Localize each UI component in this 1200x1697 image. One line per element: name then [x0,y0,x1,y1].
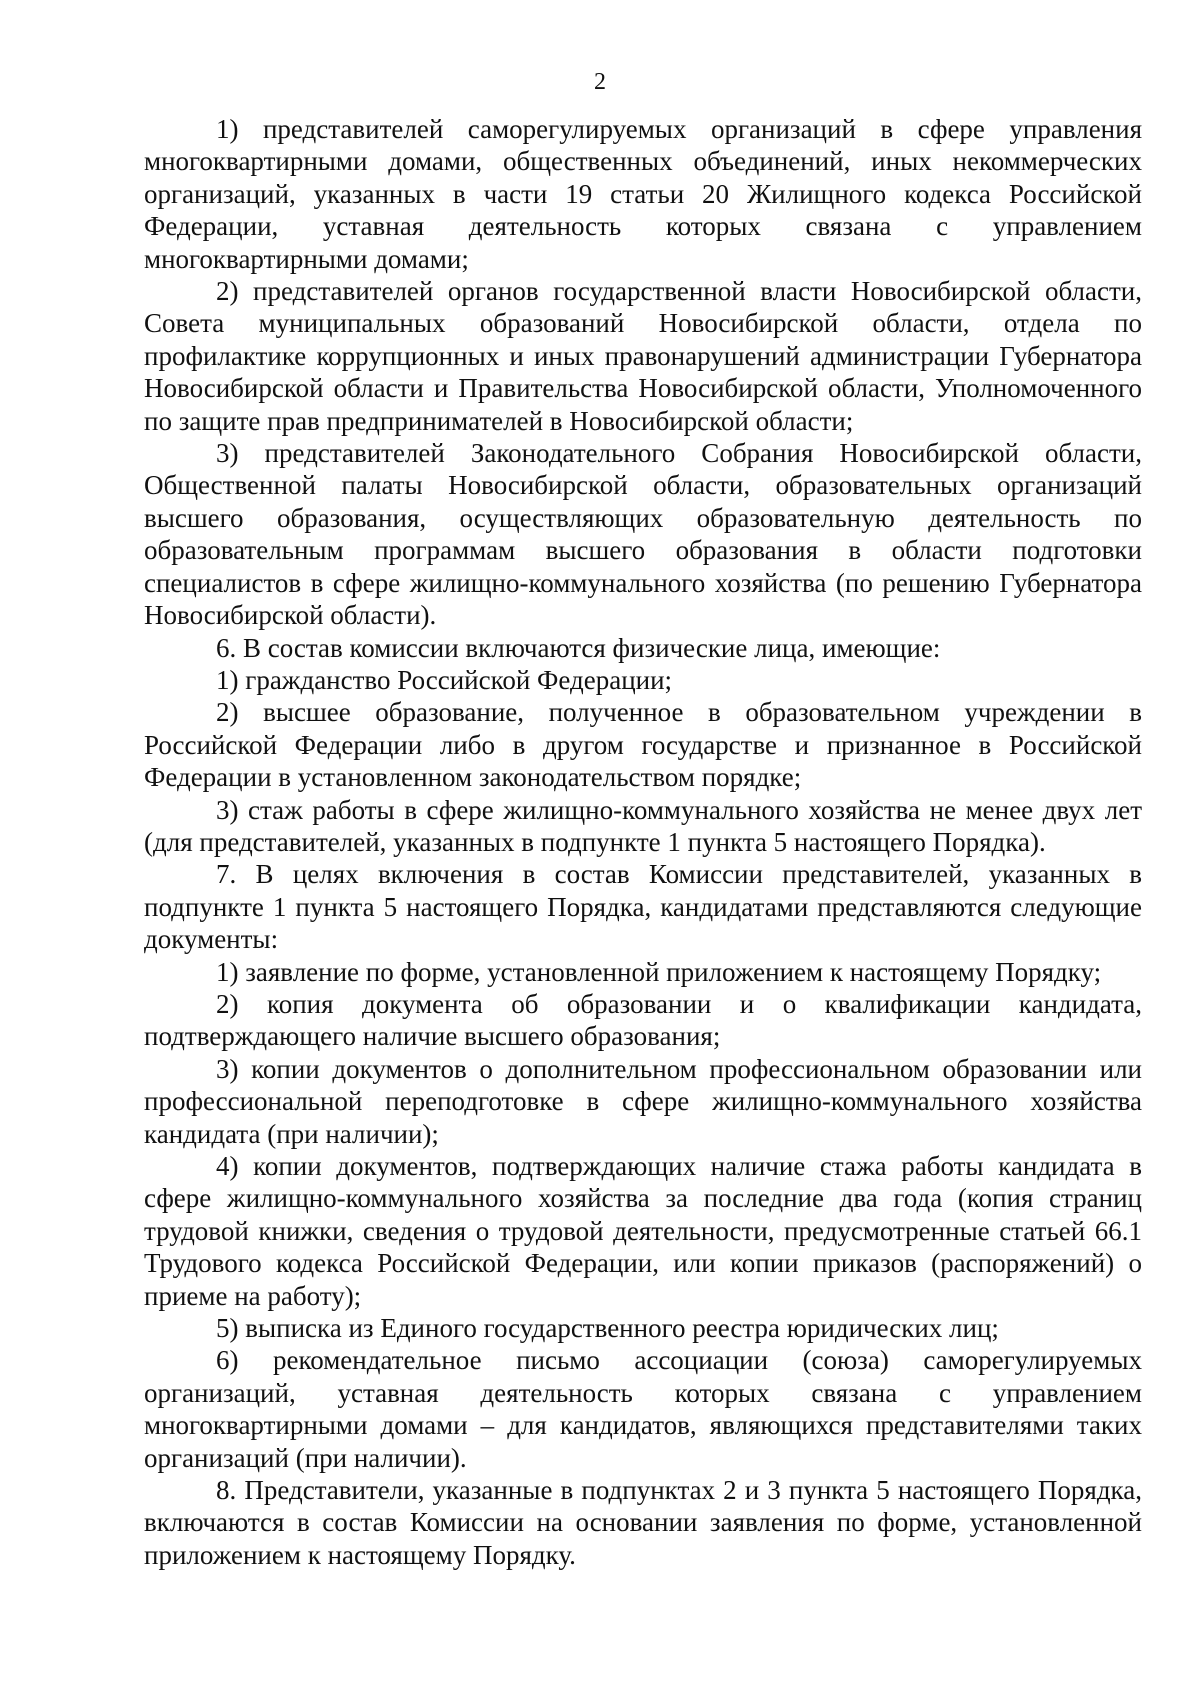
paragraph-document-registry-extract: 5) выписка из Единого государственного реестра юридических лиц; [216,1313,999,1344]
document-body [144,113,1142,1571]
paragraph-item-7-documents: 7. В целях включения в состав Комиссии представителей, указанных в подпункте 1 пункта 5 настоящего Порядка, кандидатами представляются следующие документы: [144,859,1142,955]
paragraph-requirement-education: 2) высшее образование, полученное в образовательном учреждении в Российской Федерации либо в другом государстве и признанное в Российской Федерации в установленном законодательством порядке; [144,697,1142,793]
paragraph-subitem-1-sro-representatives: 1) представителей саморегулируемых организаций в сфере управления многоквартирными домами, общественных объединений, иных некоммерческих организаций, указанных в части 19 статьи 20 Жилищного кодекса Российской Федерации, уставная деятельность которых связана с управлением многоквартирными домами; [144,114,1142,274]
paragraph-subitem-3-legislative-representatives: 3) представителей Законодательного Собрания Новосибирской области, Общественной палаты Новосибирской области, образовательных организаций высшего образования, осуществляющих образовательную деятельность по образовательным программам высшего образования в области подготовки специалистов в сфере жилищно-коммунального хозяйства (по решению Губернатора Новосибирской области). [144,438,1142,631]
page-number: 2 [594,69,606,95]
paragraph-document-application: 1) заявление по форме, установленной приложением к настоящему Порядку; [216,956,1102,987]
paragraph-document-recommendation-letter: 6) рекомендательное письмо ассоциации (союза) саморегулируемых организаций, уставная деятельность которых связана с управлением многоквартирными домами – для кандидатов, являющихся представителями таких организаций (при наличии). [144,1345,1142,1473]
paragraph-document-diploma: 2) копия документа об образовании и о квалификации кандидата, подтверждающего наличие высшего образования; [144,988,1142,1052]
paragraph-document-additional-education: 3) копии документов о дополнительном профессиональном образовании или профессиональной переподготовке в сфере жилищно-коммунального хозяйства кандидата (при наличии); [144,1053,1142,1149]
paragraph-document-work-experience: 4) копии документов, подтверждающих наличие стажа работы кандидата в сфере жилищно-коммунального хозяйства за последние два года (копия страниц трудовой книжки, сведения о трудовой деятельности, предусмотренные статьей 66.1 Трудового кодекса Российской Федерации, или копии приказов (распоряжений) о приеме на работу); [144,1151,1142,1311]
paragraph-subitem-2-government-representatives: 2) представителей органов государственной власти Новосибирской области, Совета муниципальных образований Новосибирской области, отдела по профилактике коррупционных и иных правонарушений администрации Губернатора Новосибирской области и Правительства Новосибирской области, Уполномоченного по защите прав предпринимателей в Новосибирской области; [144,276,1142,436]
paragraph-item-6-requirements: 6. В состав комиссии включаются физические лица, имеющие: [216,632,941,663]
paragraph-item-8-representatives: 8. Представители, указанные в подпунктах 2 и 3 пункта 5 настоящего Порядка, включаются в состав Комиссии на основании заявления по форме, установленной приложением к настоящему Порядку. [144,1475,1142,1570]
paragraph-requirement-experience: 3) стаж работы в сфере жилищно-коммунального хозяйства не менее двух лет (для представителей, указанных в подпункте 1 пункта 5 настоящего Порядка). [144,794,1142,857]
paragraph-requirement-citizenship: 1) гражданство Российской Федерации; [216,664,673,695]
